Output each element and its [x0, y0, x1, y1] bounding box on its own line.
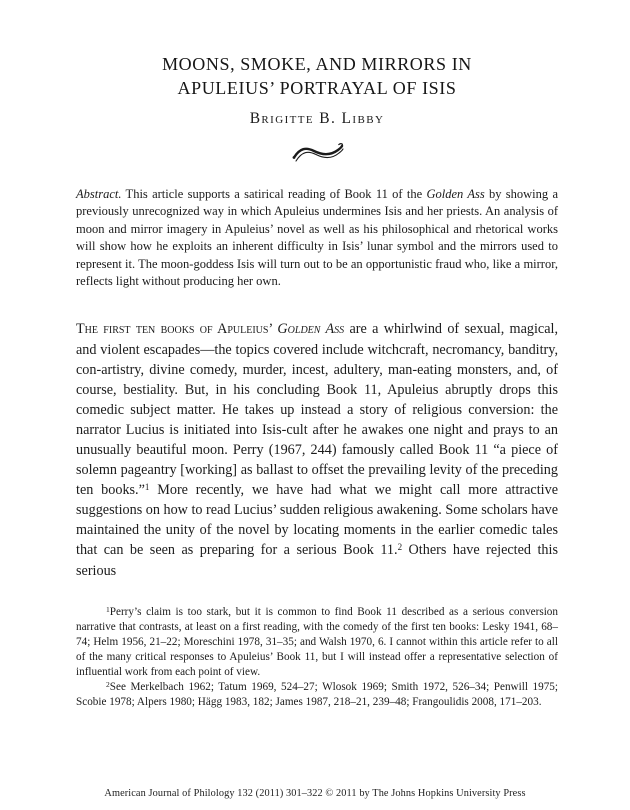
body-text-3: Others have rejected this serious: [76, 542, 558, 579]
footnote-2-text: See Merkelbach 1962; Tatum 1969, 524–27; Wlosok 1969; Smith 1972, 526–34; Penwill 1975; Scobie 1978; Alpers 1980; Hägg 1983, 182; James 1987, 218–21, 239–48; Frangoulidis 2008, 171–203.: [76, 681, 558, 709]
footnote-2: [76, 680, 558, 710]
author-name: Brigitte B. Libby: [249, 110, 385, 127]
body-text-1: are a whirlwind of sexual, magical, and violent escapades—the topics covered include witchcraft, necromancy, banditry, con-artistry, divine comedy, murder, incest, adultery, man-eating monsters, and, of course, bestiality. But, in his concluding Book 11, Apuleius abruptly drops this comedic subject matter. He takes up instead a story of religious conversion: the narrator Lucius is initiated into Isis-cult after he awakes one night and prays to an unusually beautiful moon. Perry (1967, 244) famously called Book 11 “a piece of solemn pageantry [working] as ballast to offset the prevailing levity of the preceding ten books.”: [76, 321, 558, 499]
body-paragraph: [76, 319, 558, 580]
footnote-1: [76, 605, 558, 680]
page-title: [76, 52, 558, 100]
swash-divider-icon: [76, 142, 558, 164]
abstract-work-title: Golden Ass: [426, 187, 485, 201]
abstract-label: Abstract.: [76, 187, 122, 201]
abstract-text-intro: This article supports a satirical reading of Book 11 of the: [121, 187, 427, 201]
body-text-2: More recently, we have had what we might call more attractive suggestions on how to read Lucius’ sudden religious awakening. Some scholars have maintained the unity of the novel by locating moments in the earlier comedic tales that can be seen as preparing for a serious Book 11.: [76, 482, 559, 559]
footnote-1-text: Perry’s claim is too stark, but it is common to find Book 11 described as a serious conversion narrative that contrasts, at least on a first reading, with the comedy of the first ten books: Lesky 1941, 68–74; Helm 1956, 21–22; Moreschini 1978, 31–35; and Walsh 1970, 6. I cannot within this article refer to all of the many critical responses to Apuleius’ Book 11, but I will instead offer a representative selection of influential work from each point of view.: [76, 605, 558, 679]
body-opening-work-title: Golden Ass: [277, 321, 345, 338]
title-line-2: APULEIUS’ PORTRAYAL OF ISIS: [177, 78, 457, 98]
abstract-text-rest: by showing a previously unrecognized way in which Apuleius undermines Isis and her priests. An analysis of moon and mirror imagery in Apuleius’ novel as well as his philosophical and rhetorical works will show how he exploits an inherent difficulty in Isis’ lunar symbol and the mirrors used to represent it. The moon-goddess Isis will turn out to be an opportunistic fraud who, like a mirror, reflects light without producing her own.: [76, 187, 558, 289]
footnote-1-marker: 1: [106, 604, 110, 614]
footnotes-section: [76, 605, 558, 711]
footnote-2-marker: 2: [106, 680, 110, 690]
body-opening-smallcaps: The first ten books of Apuleius’: [76, 321, 278, 338]
journal-imprint: American Journal of Philology 132 (2011) 301–322 © 2011 by The Johns Hopkins University Press: [104, 788, 526, 799]
abstract-paragraph: [76, 186, 558, 290]
footnote-ref-1: 1: [144, 482, 150, 493]
footnote-ref-2: 2: [397, 542, 403, 553]
title-line-1: MOONS, SMOKE, AND MIRRORS IN: [162, 54, 472, 74]
